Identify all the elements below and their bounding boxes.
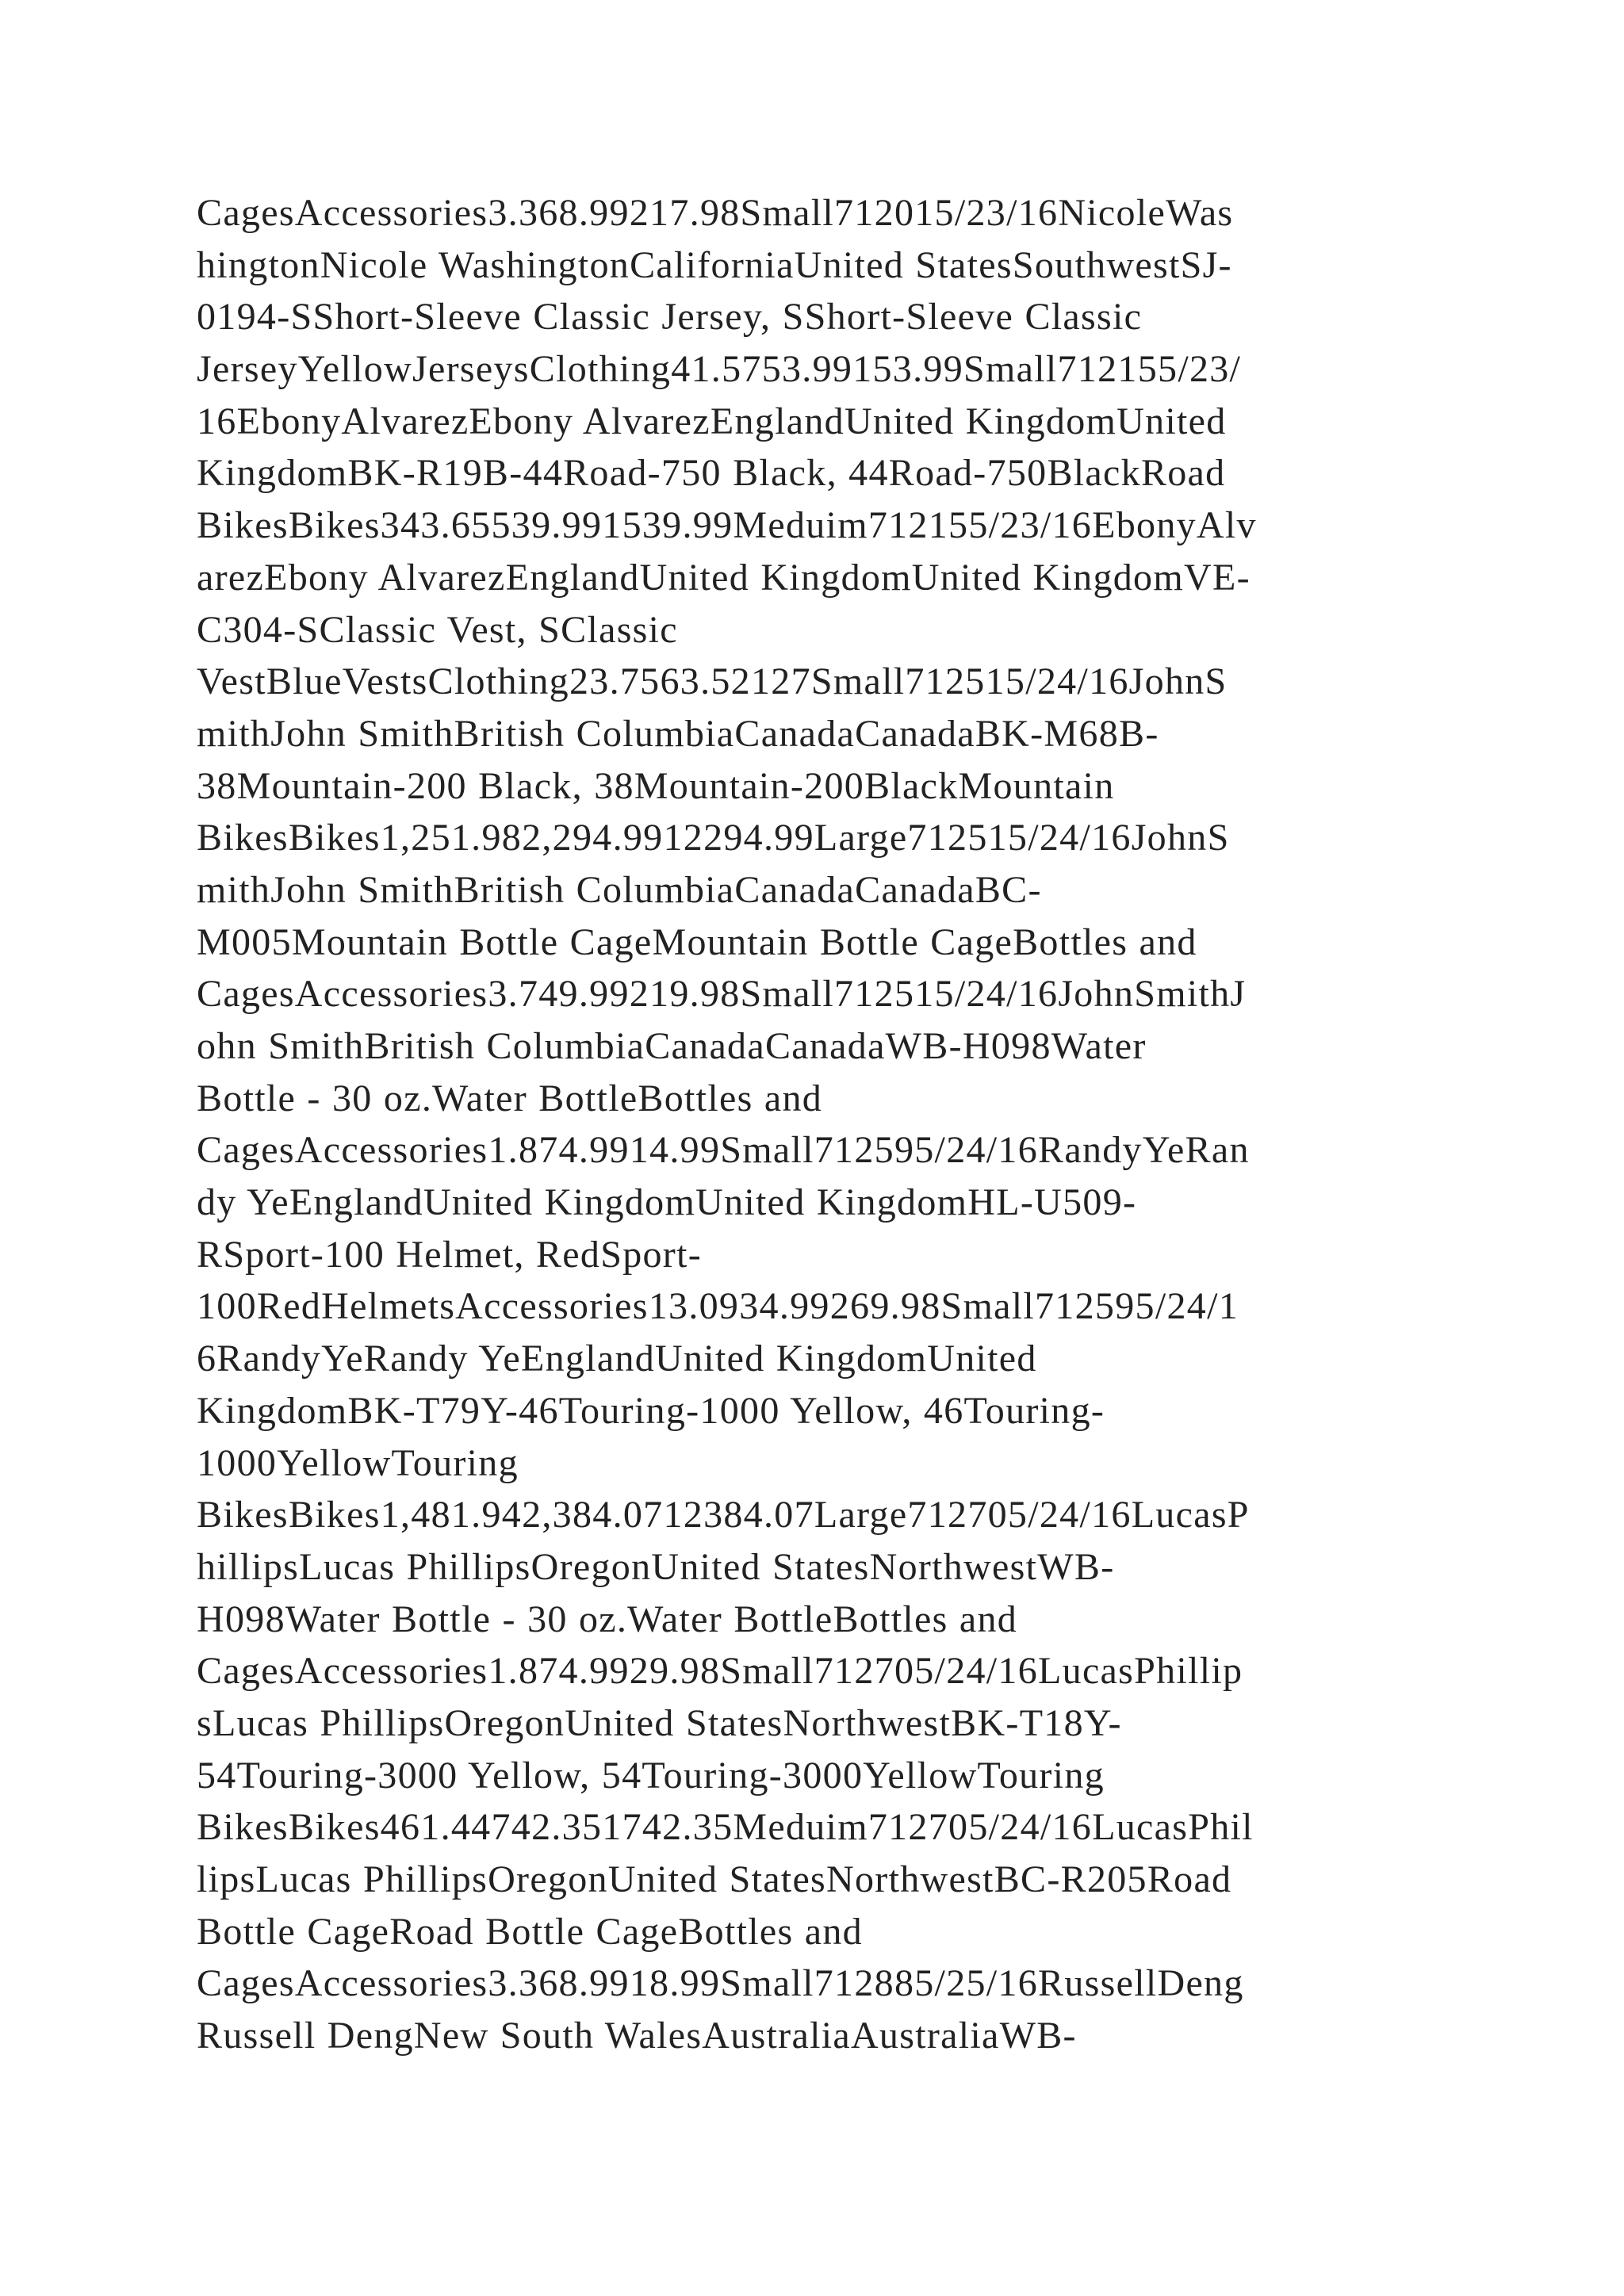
text-line: CagesAccessories3.368.9918.99Small712885/25/16RussellDeng [197,1962,1244,2005]
text-line: 54Touring-3000 Yellow, 54Touring-3000YellowTouring [197,1754,1105,1797]
text-line: arezEbony AlvarezEnglandUnited KingdomUnited KingdomVE- [197,556,1251,599]
text-line: 16EbonyAlvarezEbony AlvarezEnglandUnited KingdomUnited [197,400,1227,442]
text-line: 1000YellowTouring [197,1441,519,1484]
text-line: CagesAccessories1.874.9929.98Small712705/24/16LucasPhillip [197,1650,1243,1693]
text-line: BikesBikes1,481.942,384.0712384.07Large712705/24/16LucasP [197,1494,1250,1536]
text-line: Russell DengNew South WalesAustraliaAustraliaWB- [197,2015,1077,2057]
text-line: mithJohn SmithBritish ColumbiaCanadaCanadaBK-M68B- [197,712,1159,755]
document-body-text [197,187,1465,2062]
text-line: mithJohn SmithBritish ColumbiaCanadaCanadaBC- [197,868,1042,911]
text-line: KingdomBK-T79Y-46Touring-1000 Yellow, 46Touring- [197,1389,1105,1432]
text-line: M005Mountain Bottle CageMountain Bottle CageBottles and [197,920,1197,963]
text-line: hingtonNicole WashingtonCaliforniaUnited StatesSouthwestSJ- [197,243,1232,286]
text-line: hillipsLucas PhillipsOregonUnited StatesNorthwestWB- [197,1545,1115,1588]
text-line: sLucas PhillipsOregonUnited StatesNorthwestBK-T18Y- [197,1701,1122,1744]
text-line: CagesAccessories3.368.99217.98Small712015/23/16NicoleWas [197,192,1234,234]
text-line: JerseyYellowJerseysClothing41.5753.99153.99Small712155/23/ [197,348,1242,391]
text-line: 0194-SShort-Sleeve Classic Jersey, SShort-Sleeve Classic [197,296,1143,339]
text-line: BikesBikes343.65539.991539.99Meduim712155/23/16EbonyAlv [197,504,1257,547]
text-line: H098Water Bottle - 30 oz.Water BottleBottles and [197,1598,1018,1640]
text-line: dy YeEnglandUnited KingdomUnited KingdomHL-U509- [197,1181,1137,1224]
text-line: CagesAccessories1.874.9914.99Small712595/24/16RandyYeRan [197,1129,1250,1172]
text-line: BikesBikes1,251.982,294.9912294.99Large712515/24/16JohnS [197,817,1230,859]
text-line: C304-SClassic Vest, SClassic [197,608,678,651]
text-line: Bottle CageRoad Bottle CageBottles and [197,1910,863,1953]
text-line: CagesAccessories3.749.99219.98Small712515/24/16JohnSmithJ [197,973,1247,1016]
text-line: KingdomBK-R19B-44Road-750 Black, 44Road-750BlackRoad [197,452,1226,495]
text-line: VestBlueVestsClothing23.7563.52127Small712515/24/16JohnS [197,660,1228,703]
text-line: 100RedHelmetsAccessories13.0934.99269.98Small712595/24/1 [197,1285,1239,1328]
text-line: Bottle - 30 oz.Water BottleBottles and [197,1077,823,1119]
text-line: 6RandyYeRandy YeEnglandUnited KingdomUnited [197,1337,1037,1380]
text-line: BikesBikes461.44742.351742.35Meduim712705/24/16LucasPhil [197,1806,1254,1849]
text-line: ohn SmithBritish ColumbiaCanadaCanadaWB-H098Water [197,1025,1147,1067]
text-line: RSport-100 Helmet, RedSport- [197,1233,703,1276]
text-line: lipsLucas PhillipsOregonUnited StatesNorthwestBC-R205Road [197,1858,1232,1900]
text-line: 38Mountain-200 Black, 38Mountain-200BlackMountain [197,764,1115,807]
